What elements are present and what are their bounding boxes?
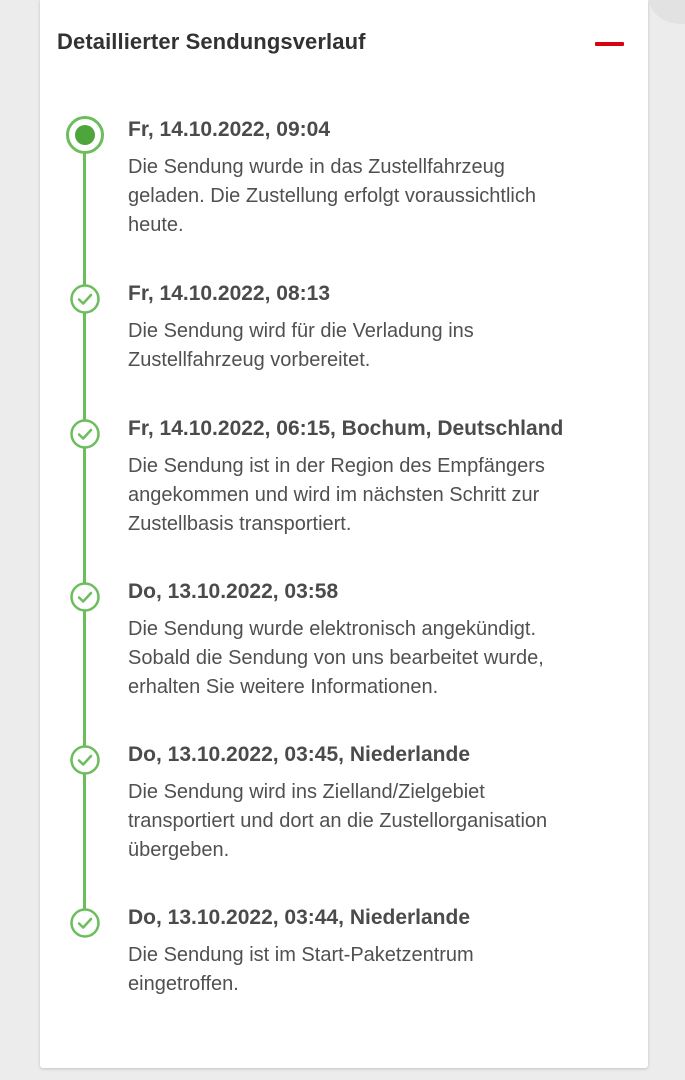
event-description-line: Zustellbasis transportiert. bbox=[128, 513, 352, 535]
event-description-line: heute. bbox=[128, 214, 184, 236]
event-description-line: Die Sendung wurde in das Zustellfahrzeug bbox=[128, 156, 505, 178]
event-description-line: erhalten Sie weitere Informationen. bbox=[128, 676, 439, 698]
minus-icon bbox=[595, 42, 624, 46]
event-description bbox=[128, 153, 633, 240]
shipment-history-card bbox=[40, 0, 648, 1068]
event-date: Fr, 14.10.2022, 08:13 bbox=[128, 282, 330, 305]
event-description-line: Die Sendung ist im Start-Paketzentrum bbox=[128, 944, 474, 966]
event-description-line: Die Sendung wurde elektronisch angekündigt. bbox=[128, 618, 537, 640]
event-description-line: eingetroffen. bbox=[128, 973, 239, 995]
collapse-button[interactable] bbox=[588, 30, 628, 58]
section-title: Detaillierter Sendungsverlauf bbox=[57, 29, 366, 54]
event-description-line: Zustellfahrzeug vorbereitet. bbox=[128, 349, 371, 371]
event-description-line: Sobald die Sendung von uns bearbeitet wurde, bbox=[128, 647, 544, 669]
check-icon bbox=[69, 418, 101, 450]
check-icon bbox=[69, 581, 101, 613]
event-description bbox=[128, 452, 633, 539]
event-description-line: übergeben. bbox=[128, 839, 230, 861]
event-description-line: angekommen und wird im nächsten Schritt zur bbox=[128, 484, 540, 506]
current-status-icon bbox=[65, 115, 105, 155]
event-description bbox=[128, 941, 633, 999]
check-icon bbox=[69, 283, 101, 315]
event-date: Fr, 14.10.2022, 09:04 bbox=[128, 118, 330, 141]
event-description-line: transportiert und dort an die Zustellorganisation bbox=[128, 810, 548, 832]
check-icon bbox=[69, 907, 101, 939]
event-description-line: Die Sendung wird für die Verladung ins bbox=[128, 320, 474, 342]
event-description bbox=[128, 615, 633, 702]
card-header[interactable] bbox=[40, 0, 648, 90]
event-date: Fr, 14.10.2022, 06:15, Bochum, Deutschland bbox=[128, 417, 564, 440]
event-date: Do, 13.10.2022, 03:58 bbox=[128, 580, 339, 603]
check-icon bbox=[69, 744, 101, 776]
event-description-line: Die Sendung ist in der Region des Empfängers bbox=[128, 455, 545, 477]
background-corner-shape bbox=[649, 0, 685, 24]
event-description-line: geladen. Die Zustellung erfolgt voraussichtlich bbox=[128, 185, 536, 207]
event-date: Do, 13.10.2022, 03:45, Niederlande bbox=[128, 743, 471, 766]
event-description-line: Die Sendung wird ins Zielland/Zielgebiet bbox=[128, 781, 485, 803]
event-date: Do, 13.10.2022, 03:44, Niederlande bbox=[128, 906, 471, 929]
timeline-line bbox=[83, 138, 86, 923]
event-description bbox=[128, 778, 633, 865]
event-description bbox=[128, 317, 633, 375]
